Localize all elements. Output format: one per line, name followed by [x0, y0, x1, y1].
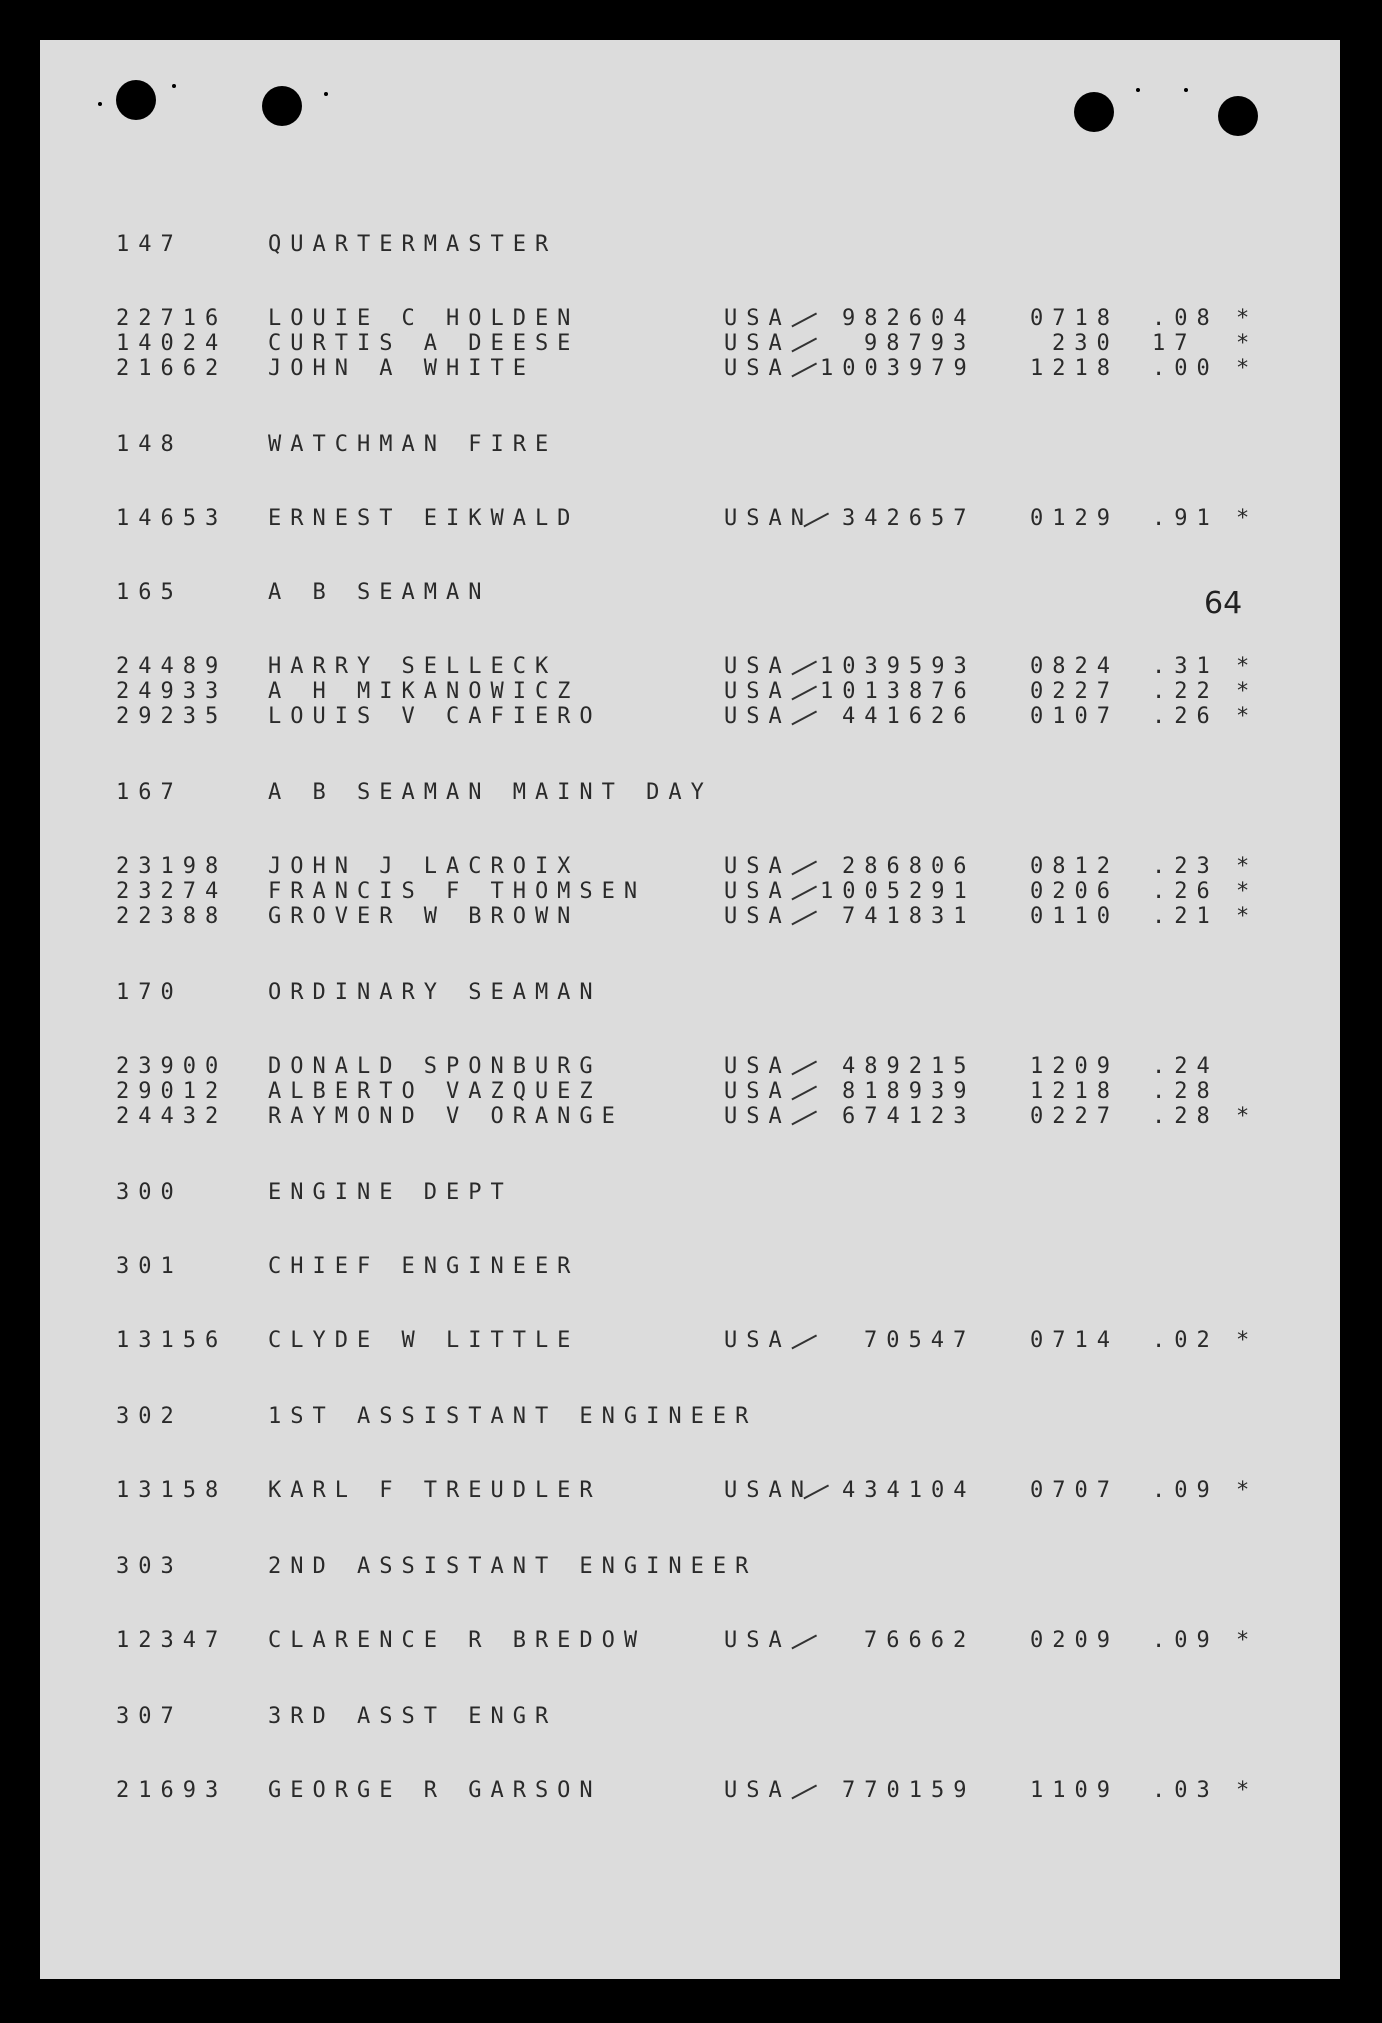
asterisk-mark: *	[1236, 654, 1259, 679]
document-number: 98793	[864, 331, 976, 356]
document-number: 741831	[842, 904, 976, 929]
crew-name: A H MIKANOWICZ	[268, 679, 580, 704]
crew-id: 22388	[116, 904, 228, 929]
rate: .03	[1152, 1778, 1219, 1803]
crew-row	[40, 306, 1340, 332]
document-number: 818939	[842, 1079, 976, 1104]
document-number: 1005291	[820, 879, 976, 904]
section-code: 170	[116, 980, 183, 1005]
crew-row	[40, 331, 1340, 357]
rate: 17	[1152, 331, 1197, 356]
crew-row	[40, 654, 1340, 680]
date-code: 0107	[1030, 704, 1119, 729]
section-title: WATCHMAN FIRE	[268, 432, 558, 457]
date-code: 1109	[1030, 1778, 1119, 1803]
crew-id: 24933	[116, 679, 228, 704]
asterisk-mark: *	[1236, 306, 1259, 331]
nationality: USA	[724, 356, 791, 381]
asterisk-mark: *	[1236, 704, 1259, 729]
date-code: 1218	[1030, 356, 1119, 381]
document-number: 434104	[842, 1478, 976, 1503]
crew-name: ERNEST EIKWALD	[268, 506, 580, 531]
crew-row	[40, 704, 1340, 730]
nationality: USA	[724, 1054, 791, 1079]
speck	[172, 84, 176, 88]
crew-row	[40, 679, 1340, 705]
speck	[1184, 88, 1188, 92]
crew-name: RAYMOND V ORANGE	[268, 1104, 624, 1129]
crew-id: 13158	[116, 1478, 228, 1503]
section-code: 307	[116, 1704, 183, 1729]
crew-name: GEORGE R GARSON	[268, 1778, 602, 1803]
asterisk-mark: *	[1236, 1628, 1259, 1653]
asterisk-mark: *	[1236, 1328, 1259, 1353]
crew-id: 23274	[116, 879, 228, 904]
crew-name: JOHN A WHITE	[268, 356, 535, 381]
document-number: 674123	[842, 1104, 976, 1129]
crew-name: LOUIS V CAFIERO	[268, 704, 602, 729]
section-header	[40, 1254, 1340, 1280]
rate: .23	[1152, 854, 1219, 879]
crew-id: 23900	[116, 1054, 228, 1079]
asterisk-mark: *	[1236, 506, 1259, 531]
date-code: 0227	[1030, 1104, 1119, 1129]
date-code: 0110	[1030, 904, 1119, 929]
asterisk-mark: *	[1236, 356, 1259, 381]
crew-id: 12347	[116, 1628, 228, 1653]
crew-name: CLARENCE R BREDOW	[268, 1628, 647, 1653]
document-number: 770159	[842, 1778, 976, 1803]
section-title: QUARTERMASTER	[268, 232, 558, 257]
nationality: USAN	[724, 506, 813, 531]
section-title: 2ND ASSISTANT ENGINEER	[268, 1554, 758, 1579]
rate: .00	[1152, 356, 1219, 381]
asterisk-mark: *	[1236, 904, 1259, 929]
crew-name: LOUIE C HOLDEN	[268, 306, 580, 331]
rate: .31	[1152, 654, 1219, 679]
crew-row	[40, 506, 1340, 532]
crew-name: FRANCIS F THOMSEN	[268, 879, 647, 904]
punch-hole	[116, 80, 156, 120]
section-header	[40, 580, 1340, 606]
punch-hole	[1074, 92, 1114, 132]
speck	[324, 92, 328, 96]
nationality: USA	[724, 331, 791, 356]
crew-row	[40, 1079, 1340, 1105]
section-header	[40, 1704, 1340, 1730]
nationality: USA	[724, 854, 791, 879]
rate: .02	[1152, 1328, 1219, 1353]
speck	[98, 102, 102, 106]
nationality: USA	[724, 1079, 791, 1104]
rate: .09	[1152, 1478, 1219, 1503]
crew-row	[40, 1778, 1340, 1804]
document-number: 342657	[842, 506, 976, 531]
section-header	[40, 1554, 1340, 1580]
asterisk-mark: *	[1236, 679, 1259, 704]
crew-id: 13156	[116, 1328, 228, 1353]
document-number: 441626	[842, 704, 976, 729]
document-page	[40, 40, 1340, 1979]
section-title: A B SEAMAN	[268, 580, 491, 605]
crew-name: GROVER W BROWN	[268, 904, 580, 929]
crew-id: 22716	[116, 306, 228, 331]
nationality: USA	[724, 1328, 791, 1353]
crew-id: 24489	[116, 654, 228, 679]
document-number: 1039593	[820, 654, 976, 679]
date-code: 0824	[1030, 654, 1119, 679]
crew-id: 24432	[116, 1104, 228, 1129]
crew-row	[40, 356, 1340, 382]
crew-name: JOHN J LACROIX	[268, 854, 580, 879]
nationality: USAN	[724, 1478, 813, 1503]
section-header	[40, 980, 1340, 1006]
crew-row	[40, 854, 1340, 880]
crew-name: CLYDE W LITTLE	[268, 1328, 580, 1353]
date-code: 0129	[1030, 506, 1119, 531]
crew-name: HARRY SELLECK	[268, 654, 558, 679]
section-header	[40, 1404, 1340, 1430]
section-code: 165	[116, 580, 183, 605]
section-code: 300	[116, 1180, 183, 1205]
section-title: ENGINE DEPT	[268, 1180, 513, 1205]
speck	[1136, 88, 1140, 92]
asterisk-mark: *	[1236, 1104, 1259, 1129]
date-code: 1209	[1030, 1054, 1119, 1079]
crew-id: 21662	[116, 356, 228, 381]
crew-id: 14024	[116, 331, 228, 356]
crew-name: KARL F TREUDLER	[268, 1478, 602, 1503]
section-title: 1ST ASSISTANT ENGINEER	[268, 1404, 758, 1429]
section-title: ORDINARY SEAMAN	[268, 980, 602, 1005]
asterisk-mark: *	[1236, 879, 1259, 904]
rate: .09	[1152, 1628, 1219, 1653]
date-code: 1218	[1030, 1079, 1119, 1104]
nationality: USA	[724, 1628, 791, 1653]
nationality: USA	[724, 1778, 791, 1803]
rate: .21	[1152, 904, 1219, 929]
date-code: 0718	[1030, 306, 1119, 331]
date-code: 0227	[1030, 679, 1119, 704]
crew-row	[40, 904, 1340, 930]
date-code: 0707	[1030, 1478, 1119, 1503]
section-title: CHIEF ENGINEER	[268, 1254, 580, 1279]
section-code: 301	[116, 1254, 183, 1279]
document-number: 76662	[864, 1628, 976, 1653]
nationality: USA	[724, 654, 791, 679]
asterisk-mark: *	[1236, 854, 1259, 879]
rate: .24	[1152, 1054, 1219, 1079]
crew-id: 23198	[116, 854, 228, 879]
document-number: 1013876	[820, 679, 976, 704]
document-number: 286806	[842, 854, 976, 879]
section-code: 147	[116, 232, 183, 257]
section-code: 167	[116, 780, 183, 805]
section-header	[40, 1180, 1340, 1206]
asterisk-mark: *	[1236, 331, 1259, 356]
section-title: 3RD ASST ENGR	[268, 1704, 558, 1729]
section-code: 303	[116, 1554, 183, 1579]
rate: .28	[1152, 1104, 1219, 1129]
crew-name: ALBERTO VAZQUEZ	[268, 1079, 602, 1104]
date-code: 0812	[1030, 854, 1119, 879]
crew-row	[40, 1104, 1340, 1130]
rate: .91	[1152, 506, 1219, 531]
rate: .26	[1152, 704, 1219, 729]
document-number: 489215	[842, 1054, 976, 1079]
document-number: 982604	[842, 306, 976, 331]
nationality: USA	[724, 704, 791, 729]
crew-row	[40, 1054, 1340, 1080]
section-code: 148	[116, 432, 183, 457]
crew-id: 29012	[116, 1079, 228, 1104]
punch-hole	[262, 86, 302, 126]
nationality: USA	[724, 879, 791, 904]
rate: .28	[1152, 1079, 1219, 1104]
section-header	[40, 232, 1340, 258]
crew-row	[40, 879, 1340, 905]
page-number-annotation: 64	[1204, 586, 1243, 621]
rate: .22	[1152, 679, 1219, 704]
section-code: 302	[116, 1404, 183, 1429]
crew-name: DONALD SPONBURG	[268, 1054, 602, 1079]
section-title: A B SEAMAN MAINT DAY	[268, 780, 713, 805]
crew-id: 21693	[116, 1778, 228, 1803]
document-number: 70547	[864, 1328, 976, 1353]
section-header	[40, 780, 1340, 806]
crew-id: 14653	[116, 506, 228, 531]
nationality: USA	[724, 1104, 791, 1129]
date-code: 0206	[1030, 879, 1119, 904]
asterisk-mark: *	[1236, 1778, 1259, 1803]
crew-row	[40, 1628, 1340, 1654]
asterisk-mark: *	[1236, 1478, 1259, 1503]
nationality: USA	[724, 306, 791, 331]
date-code: 0209	[1030, 1628, 1119, 1653]
crew-row	[40, 1478, 1340, 1504]
date-code: 0714	[1030, 1328, 1119, 1353]
document-number: 1003979	[820, 356, 976, 381]
crew-id: 29235	[116, 704, 228, 729]
nationality: USA	[724, 679, 791, 704]
rate: .26	[1152, 879, 1219, 904]
crew-name: CURTIS A DEESE	[268, 331, 580, 356]
crew-row	[40, 1328, 1340, 1354]
nationality: USA	[724, 904, 791, 929]
rate: .08	[1152, 306, 1219, 331]
date-code: 230	[1052, 331, 1119, 356]
section-header	[40, 432, 1340, 458]
punch-hole	[1218, 96, 1258, 136]
